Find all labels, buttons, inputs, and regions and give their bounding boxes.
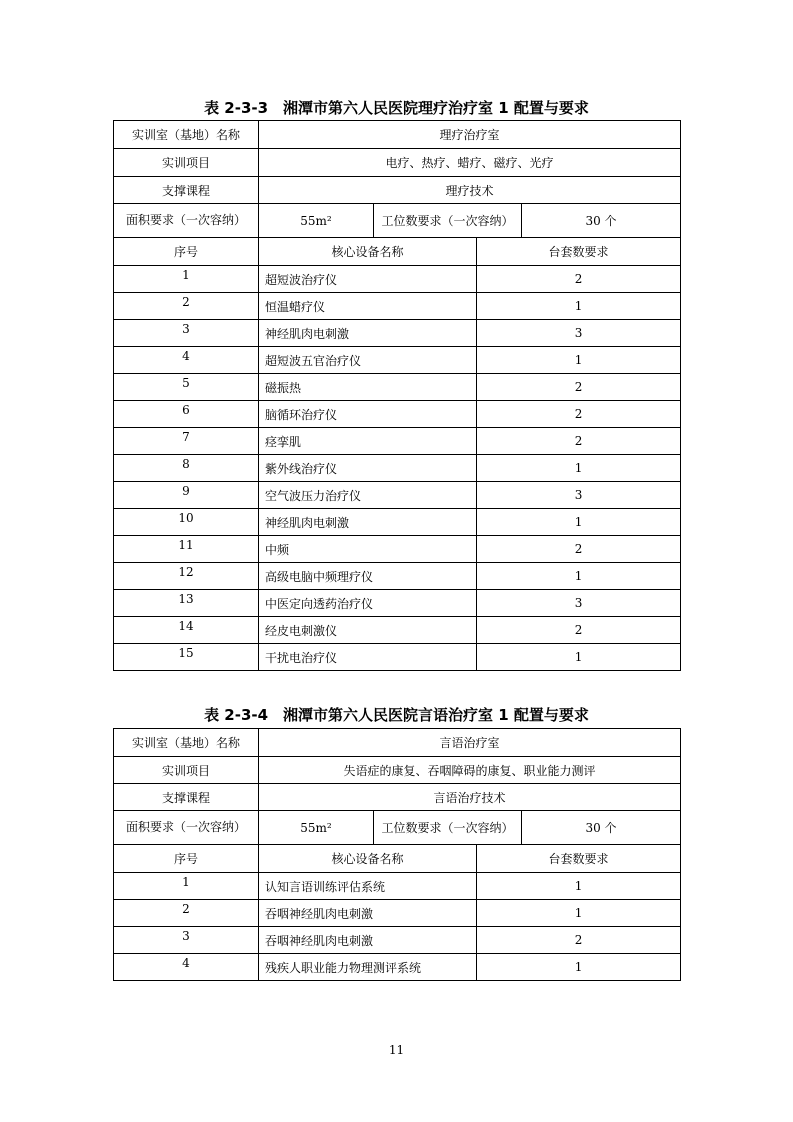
row-quantity: 1 (477, 644, 681, 671)
row-quantity: 3 (477, 320, 681, 347)
row-equipment-name: 恒温蜡疗仪 (259, 293, 477, 320)
row-equipment-name: 高级电脑中频理疗仪 (259, 563, 477, 590)
row-equipment-name: 超短波治疗仪 (259, 266, 477, 293)
row-seq: 6 (114, 401, 259, 428)
row-equipment-name: 中频 (259, 536, 477, 563)
station-label: 工位数要求（一次容纳） (374, 204, 522, 238)
table-row (114, 927, 681, 954)
row-quantity: 1 (477, 873, 681, 900)
area-label: 面积要求（一次容纳） (114, 811, 259, 845)
table-row (114, 455, 681, 482)
row-equipment-name: 中医定向透药治疗仪 (259, 590, 477, 617)
row-quantity: 2 (477, 428, 681, 455)
row-equipment-name: 认知言语训练评估系统 (259, 873, 477, 900)
row-seq: 1 (114, 873, 259, 900)
row-quantity: 1 (477, 509, 681, 536)
table-row (114, 266, 681, 293)
table-row (114, 428, 681, 455)
row-equipment-name: 超短波五官治疗仪 (259, 347, 477, 374)
row-quantity: 2 (477, 536, 681, 563)
table-row (114, 320, 681, 347)
course-value: 言语治疗技术 (259, 784, 681, 811)
row-equipment-name: 脑循环治疗仪 (259, 401, 477, 428)
room-value: 言语治疗室 (259, 729, 681, 757)
course-label: 支撑课程 (114, 177, 259, 204)
row-equipment-name: 干扰电治疗仪 (259, 644, 477, 671)
row-equipment-name: 磁振热 (259, 374, 477, 401)
row-seq: 3 (114, 320, 259, 347)
row-equipment-name: 紫外线治疗仪 (259, 455, 477, 482)
col-header-seq: 序号 (114, 238, 259, 266)
row-quantity: 3 (477, 590, 681, 617)
col-header-seq: 序号 (114, 845, 259, 873)
table-row (114, 900, 681, 927)
row-quantity: 2 (477, 927, 681, 954)
area-value: 55m² (259, 811, 374, 845)
row-seq: 1 (114, 266, 259, 293)
table-row (114, 873, 681, 900)
station-value: 30 个 (522, 811, 681, 845)
row-equipment-name: 残疾人职业能力物理测评系统 (259, 954, 477, 981)
row-equipment-name: 吞咽神经肌肉电刺激 (259, 927, 477, 954)
row-equipment-name: 神经肌肉电刺激 (259, 320, 477, 347)
col-header-name: 核心设备名称 (259, 845, 477, 873)
row-quantity: 1 (477, 563, 681, 590)
area-value: 55m² (259, 204, 374, 238)
room-value: 理疗治疗室 (259, 121, 681, 149)
row-quantity: 1 (477, 293, 681, 320)
table-row (114, 509, 681, 536)
station-value: 30 个 (522, 204, 681, 238)
table-row (114, 293, 681, 320)
row-seq: 13 (114, 590, 259, 617)
row-seq: 2 (114, 900, 259, 927)
col-header-qty: 台套数要求 (477, 845, 681, 873)
course-label: 支撑课程 (114, 784, 259, 811)
row-quantity: 3 (477, 482, 681, 509)
row-quantity: 2 (477, 617, 681, 644)
table-row (114, 590, 681, 617)
row-equipment-name: 经皮电刺激仪 (259, 617, 477, 644)
row-seq: 10 (114, 509, 259, 536)
row-quantity: 1 (477, 455, 681, 482)
row-seq: 8 (114, 455, 259, 482)
row-equipment-name: 空气波压力治疗仪 (259, 482, 477, 509)
row-quantity: 1 (477, 900, 681, 927)
row-seq: 2 (114, 293, 259, 320)
room-label: 实训室（基地）名称 (114, 121, 259, 149)
row-seq: 7 (114, 428, 259, 455)
equipment-table-1 (113, 120, 681, 671)
row-quantity: 2 (477, 266, 681, 293)
row-seq: 15 (114, 644, 259, 671)
table-row (114, 954, 681, 981)
row-seq: 4 (114, 347, 259, 374)
table-row (114, 617, 681, 644)
row-seq: 14 (114, 617, 259, 644)
table-row (114, 536, 681, 563)
row-quantity: 1 (477, 954, 681, 981)
row-equipment-name: 吞咽神经肌肉电刺激 (259, 900, 477, 927)
row-seq: 5 (114, 374, 259, 401)
table-row (114, 347, 681, 374)
table-1-caption: 表 2-3-3 湘潭市第六人民医院理疗治疗室 1 配置与要求 (204, 99, 589, 117)
page-number: 11 (388, 1043, 405, 1057)
course-value: 理疗技术 (259, 177, 681, 204)
room-label: 实训室（基地）名称 (114, 729, 259, 757)
project-value: 电疗、热疗、蜡疗、磁疗、光疗 (259, 149, 681, 177)
table-row (114, 374, 681, 401)
row-quantity: 1 (477, 347, 681, 374)
row-seq: 3 (114, 927, 259, 954)
col-header-name: 核心设备名称 (259, 238, 477, 266)
area-label: 面积要求（一次容纳） (114, 204, 259, 238)
project-label: 实训项目 (114, 757, 259, 784)
row-seq: 4 (114, 954, 259, 981)
equipment-table-2 (113, 728, 681, 981)
table-row (114, 644, 681, 671)
table-row (114, 563, 681, 590)
row-seq: 11 (114, 536, 259, 563)
project-label: 实训项目 (114, 149, 259, 177)
row-equipment-name: 神经肌肉电刺激 (259, 509, 477, 536)
row-equipment-name: 痉挛肌 (259, 428, 477, 455)
table-2-caption: 表 2-3-4 湘潭市第六人民医院言语治疗室 1 配置与要求 (204, 706, 589, 724)
station-label: 工位数要求（一次容纳） (374, 811, 522, 845)
table-row (114, 401, 681, 428)
row-quantity: 2 (477, 401, 681, 428)
row-seq: 9 (114, 482, 259, 509)
row-quantity: 2 (477, 374, 681, 401)
row-seq: 12 (114, 563, 259, 590)
table-row (114, 482, 681, 509)
col-header-qty: 台套数要求 (477, 238, 681, 266)
project-value: 失语症的康复、吞咽障碍的康复、职业能力测评 (259, 757, 681, 784)
